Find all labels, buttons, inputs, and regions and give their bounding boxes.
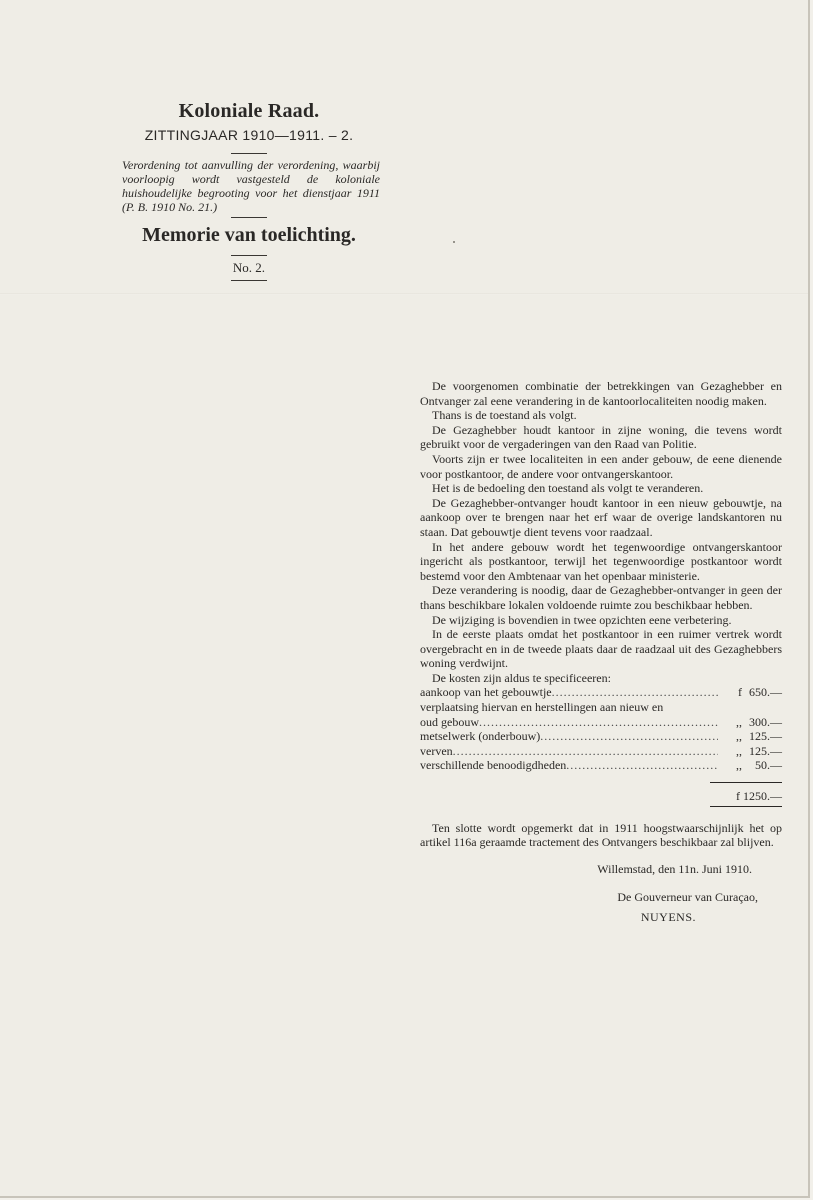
paragraph: Thans is de toestand als volgt. (432, 408, 577, 423)
paper-fold (0, 293, 808, 295)
divider (231, 255, 267, 256)
cost-amount: 125.— (749, 743, 782, 758)
paragraph: De wijziging is bovendien in twee opzichten eene verbetering. (432, 612, 732, 627)
paragraph: Voorts zijn er twee localiteiten in een ander gebouw, de eene dienende voor postkantoor, de andere voor ontvangerskantoor. (420, 451, 782, 481)
cost-row (420, 700, 782, 715)
cost-row (420, 744, 782, 759)
divider (231, 153, 267, 154)
place-date: Willemstad, den 11n. Juni 1910. (597, 861, 752, 876)
cost-ditto: ,, (736, 743, 742, 758)
memo-body (420, 379, 782, 925)
cost-total: f 1250.— (736, 789, 782, 804)
session-year: ZITTINGJAAR 1910—1911. – 2. (144, 127, 354, 143)
cost-amount: 125.— (749, 729, 782, 744)
cost-label: aankoop van het gebouwtje (420, 685, 552, 700)
leader-dots (453, 744, 718, 759)
cost-label: verven (420, 743, 453, 758)
divider (231, 280, 267, 281)
paper-speck (453, 241, 455, 243)
signature-name: NUYENS. (640, 910, 696, 924)
cost-label: metselwerk (onderbouw) (420, 729, 541, 744)
paragraph: In de eerste plaats omdat het postkantoor in een ruimer vertrek wordt overgebracht en in de tweede plaats daar de raadzaal uit des Gezaghebbers woning verdwijnt. (420, 627, 782, 671)
cost-label: oud gebouw (420, 714, 479, 729)
cost-row (420, 758, 782, 773)
closing-paragraph: Ten slotte wordt opgemerkt dat in 1911 hoogstwaarschijnlijk het op artikel 116a geraamde tractement des Ontvangers beschikbaar zal blijven. (420, 820, 782, 850)
memo-title: Memorie van toelichting. (142, 224, 356, 246)
costs-heading: De kosten zijn aldus te specificeeren: (432, 670, 611, 685)
cost-ditto: ,, (736, 729, 742, 744)
paragraph: In het andere gebouw wordt het tegenwoordige ontvangerskantoor ingericht als postkantoor, terwijl het tegenwoordige postkantoor wordt bestemd voor den Ambtenaar van het openbaar ministerie. (420, 539, 782, 583)
cost-amount: 650.— (749, 685, 782, 700)
paragraph: Deze verandering is noodig, daar de Gezaghebber-ontvanger in geen der thans beschikbare lokalen voldoende ruimte zou beschikbaar hebben. (420, 583, 782, 612)
leader-dots (540, 729, 718, 744)
cost-table (420, 685, 782, 773)
cost-currency: f (738, 685, 742, 700)
paragraph: De voorgenomen combinatie der betrekkingen van Gezaghebber en Ontvanger zal eene verandering in de kantoorlocaliteiten noodig maken. (420, 379, 782, 408)
cost-row (420, 715, 782, 730)
paragraph: De Gezaghebber-ontvanger houdt kantoor in een nieuw gebouwtje, na aankoop over te brengen naar het erf waar de overige landskantoren nu staan. Dat gebouwtje dient tevens voor raadzaal. (420, 495, 782, 539)
total-rule (710, 782, 782, 783)
cost-amount: 50.— (755, 758, 782, 773)
governor-title: De Gouverneur van Curaçao, (617, 890, 758, 905)
leader-dots (552, 685, 718, 700)
council-title: Koloniale Raad. (178, 100, 320, 122)
document-number: No. 2. (232, 260, 266, 275)
total-rule (710, 806, 782, 807)
leader-dots (566, 758, 718, 773)
ordinance-description: Verordening tot aanvulling der verordening, waarbij voorloopig wordt vastgesteld de koloniale huishoudelijke begrooting voor het dienstjaar 1911 (P. B. 1910 No. 21.) (122, 158, 380, 214)
cost-ditto: ,, (736, 758, 742, 773)
cost-label: verplaatsing hiervan en herstellingen aan nieuw en (420, 700, 664, 715)
document-header (118, 100, 380, 281)
paragraph: Het is de bedoeling den toestand als volgt te veranderen. (432, 481, 704, 496)
cost-ditto: ,, (736, 714, 742, 729)
cost-row (420, 685, 782, 700)
leader-dots (479, 715, 718, 730)
divider (231, 217, 267, 218)
cost-label: verschillende benoodigdheden (420, 758, 567, 773)
paragraph: De Gezaghebber houdt kantoor in zijne woning, die tevens wordt gebruikt voor de vergaderingen van den Raad van Politie. (420, 422, 782, 452)
cost-amount: 300.— (749, 714, 782, 729)
cost-row (420, 729, 782, 744)
